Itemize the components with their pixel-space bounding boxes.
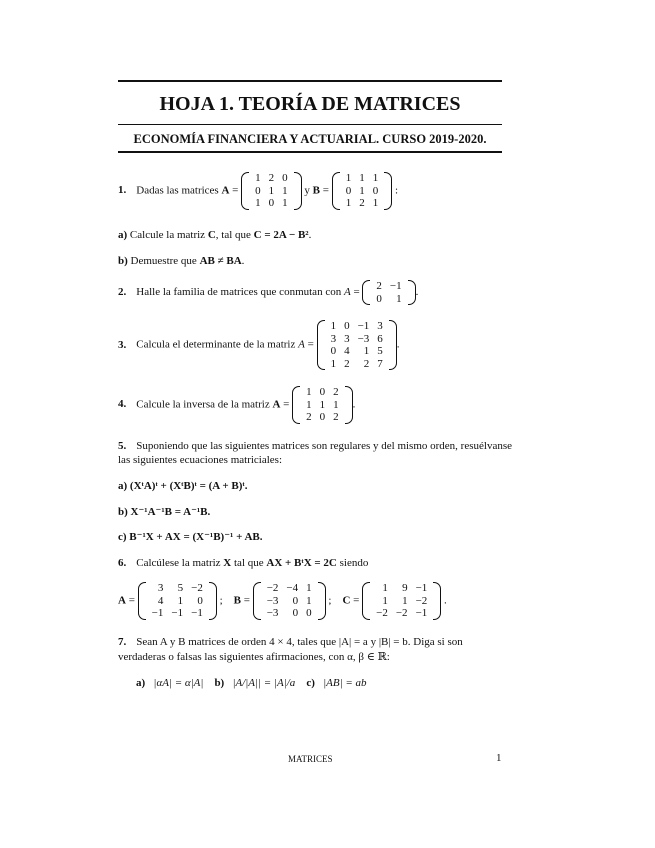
matrix-cell: 7 (377, 357, 383, 370)
matrix-3 (317, 320, 397, 370)
matrix-cell: −1 (415, 582, 428, 594)
matrix-cell: 0 (376, 292, 382, 305)
matrix-cell: 0 (255, 184, 261, 197)
top-rule (118, 80, 502, 82)
title-rule (118, 124, 502, 125)
matrix-cell: 0 (306, 607, 312, 619)
matrix-cell: −1 (389, 280, 402, 292)
matrix-cell: 1 (382, 582, 388, 594)
matrix-1A (241, 172, 302, 210)
matrix-cell: 1 (255, 172, 261, 184)
matrix-cell: 0 (345, 184, 352, 197)
matrix-cell: 0 (319, 386, 326, 398)
matrix-cell: 0 (197, 594, 203, 607)
matrix-cell: 2 (333, 386, 339, 398)
subtitle-rule (118, 151, 502, 153)
exercise-1a: a) Calcule la matriz C, tal que C = 2A − B². (118, 229, 312, 241)
matrix-cell: 0 (282, 172, 288, 184)
matrix-cell: 4 (157, 594, 164, 607)
matrix-cell: 3 (157, 582, 164, 594)
exercise-7-line1: 7. Sean A y B matrices de orden 4 × 4, tales que |A| = a y |B| = b. Diga si son (118, 636, 463, 648)
matrix-cell: 3 (377, 320, 383, 332)
matrix-cell: 1 (382, 594, 388, 607)
matrix-6A (138, 582, 217, 620)
matrix-cell: 1 (359, 172, 365, 184)
matrix-cell: 0 (330, 345, 337, 357)
exercise-5a: a) (XᵗA)ᵗ + (XᵗB)ᵗ = (A + B)ᵗ. (118, 480, 248, 492)
matrix-cell: 1 (255, 197, 261, 209)
matrix-cell: 1 (306, 398, 312, 411)
matrix-cell: 0 (268, 197, 275, 209)
matrix-cell: −2 (376, 607, 388, 619)
matrix-cell: 2 (363, 357, 370, 370)
matrix-cell: 5 (177, 582, 184, 594)
matrix-cell: 1 (282, 197, 288, 209)
matrix-cell: 1 (177, 594, 184, 607)
exercise-5b: b) X⁻¹A⁻¹B = A⁻¹B. (118, 506, 211, 518)
matrix-cell: 0 (344, 320, 350, 332)
matrix-6C (362, 582, 441, 620)
matrix-2 (362, 280, 415, 305)
matrix-cell: 1 (330, 357, 337, 370)
matrix-cell: 1 (363, 345, 370, 357)
matrix-cell: 1 (319, 398, 326, 411)
matrix-cell: −1 (151, 607, 164, 619)
matrix-cell: 5 (377, 345, 383, 357)
matrix-cell: 1 (372, 197, 379, 209)
matrix-cell: −1 (415, 607, 428, 619)
matrix-cell: −1 (171, 607, 184, 619)
exercise-4: 4. Calcule la inversa de la matriz A = 1 0 2 1 1 1 2 0 2 . (118, 386, 356, 423)
matrix-cell: 1 (330, 320, 337, 332)
matrix-cell: −2 (395, 607, 408, 619)
matrix-cell: 6 (377, 332, 383, 345)
matrix-cell: −2 (415, 594, 428, 607)
exercise-1: 1. Dadas las matrices A = 1 2 0 0 1 1 1 0 1 y B = 1 1 1 0 1 0 1 2 1 : (118, 172, 399, 209)
matrix-cell: 1 (402, 594, 408, 607)
matrix-cell: 1 (282, 184, 288, 197)
matrix-cell: 2 (268, 172, 275, 184)
matrix-cell: 1 (306, 582, 312, 594)
exercise-1b: b) Demuestre que AB ≠ BA. (118, 255, 245, 267)
exercise-3: 3. Calcula el determinante de la matriz A = 1 0 −1 3 3 3 −3 6 0 4 1 5 1 2 2 7 . (118, 320, 400, 370)
exercise-5c: c) B⁻¹X + AX = (X⁻¹B)⁻¹ + AB. (118, 531, 263, 543)
matrix-cell: −3 (266, 594, 279, 607)
exercise-6: 6. Calcúlese la matriz X tal que AX + BᵗX = 2C siendo (118, 557, 369, 569)
page-subtitle: ECONOMÍA FINANCIERA Y ACTUARIAL. CURSO 2019-2020. (133, 132, 487, 146)
matrix-cell: 2 (306, 411, 312, 423)
page-title: HOJA 1. TEORÍA DE MATRICES (159, 93, 461, 115)
matrix-cell: −3 (266, 607, 279, 619)
matrix-cell: 0 (372, 184, 379, 197)
matrix-cell: −1 (357, 320, 370, 332)
matrix-cell: 3 (344, 332, 350, 345)
exercise-6-matrices: A = 3 5 −2 4 1 0 −1 −1 −1 ; B = −2 −4 1 −3 0 1 −3 0 0 ; C = 1 9 −1 1 1 −2 −2 −2 −1 . (118, 582, 447, 619)
matrix-cell: 1 (345, 197, 352, 209)
matrix-cell: 0 (292, 607, 299, 619)
matrix-cell: 1 (359, 184, 365, 197)
exercise-2: 2. Halle la familia de matrices que conmutan con A = 2 −1 0 1 . (118, 280, 419, 305)
exercise-7-line2: verdaderas o falsas las siguientes afirmaciones, con α, β ∈ ℝ: (118, 651, 390, 663)
matrix-cell: 1 (333, 398, 339, 411)
matrix-cell: 3 (330, 332, 337, 345)
matrix-1B (332, 172, 393, 210)
matrix-cell: 1 (306, 594, 312, 607)
page-number: 1 (496, 752, 502, 764)
matrix-cell: 1 (306, 386, 312, 398)
matrix-cell: 2 (344, 357, 350, 370)
matrix-cell: 2 (376, 280, 382, 292)
exercise-5-line2: las siguientes ecuaciones matriciales: (118, 454, 283, 466)
matrix-cell: 2 (359, 197, 365, 209)
matrix-cell: −1 (191, 607, 203, 619)
exercise-5-line1: 5. Suponiendo que las siguientes matrices son regulares y del mismo orden, resuélvanse (118, 440, 512, 452)
matrix-cell: 9 (402, 582, 408, 594)
matrix-cell: 1 (268, 184, 275, 197)
matrix-cell: −2 (266, 582, 279, 594)
exercise-7-options: a) |αA| = α|A| b) |A/|A|| = |A|/a c) |AB| = ab (136, 677, 367, 689)
matrix-cell: 0 (319, 411, 326, 423)
matrix-cell: 1 (345, 172, 352, 184)
matrix-cell: 2 (333, 411, 339, 423)
matrix-6B (253, 582, 326, 620)
matrix-4 (292, 386, 353, 424)
matrix-cell: −2 (191, 582, 203, 594)
matrix-cell: 1 (396, 292, 402, 305)
footer-label: MATRICES (288, 754, 333, 764)
matrix-cell: 0 (292, 594, 299, 607)
matrix-cell: −3 (357, 332, 370, 345)
matrix-cell: −4 (286, 582, 299, 594)
matrix-cell: 4 (344, 345, 350, 357)
matrix-cell: 1 (372, 172, 379, 184)
